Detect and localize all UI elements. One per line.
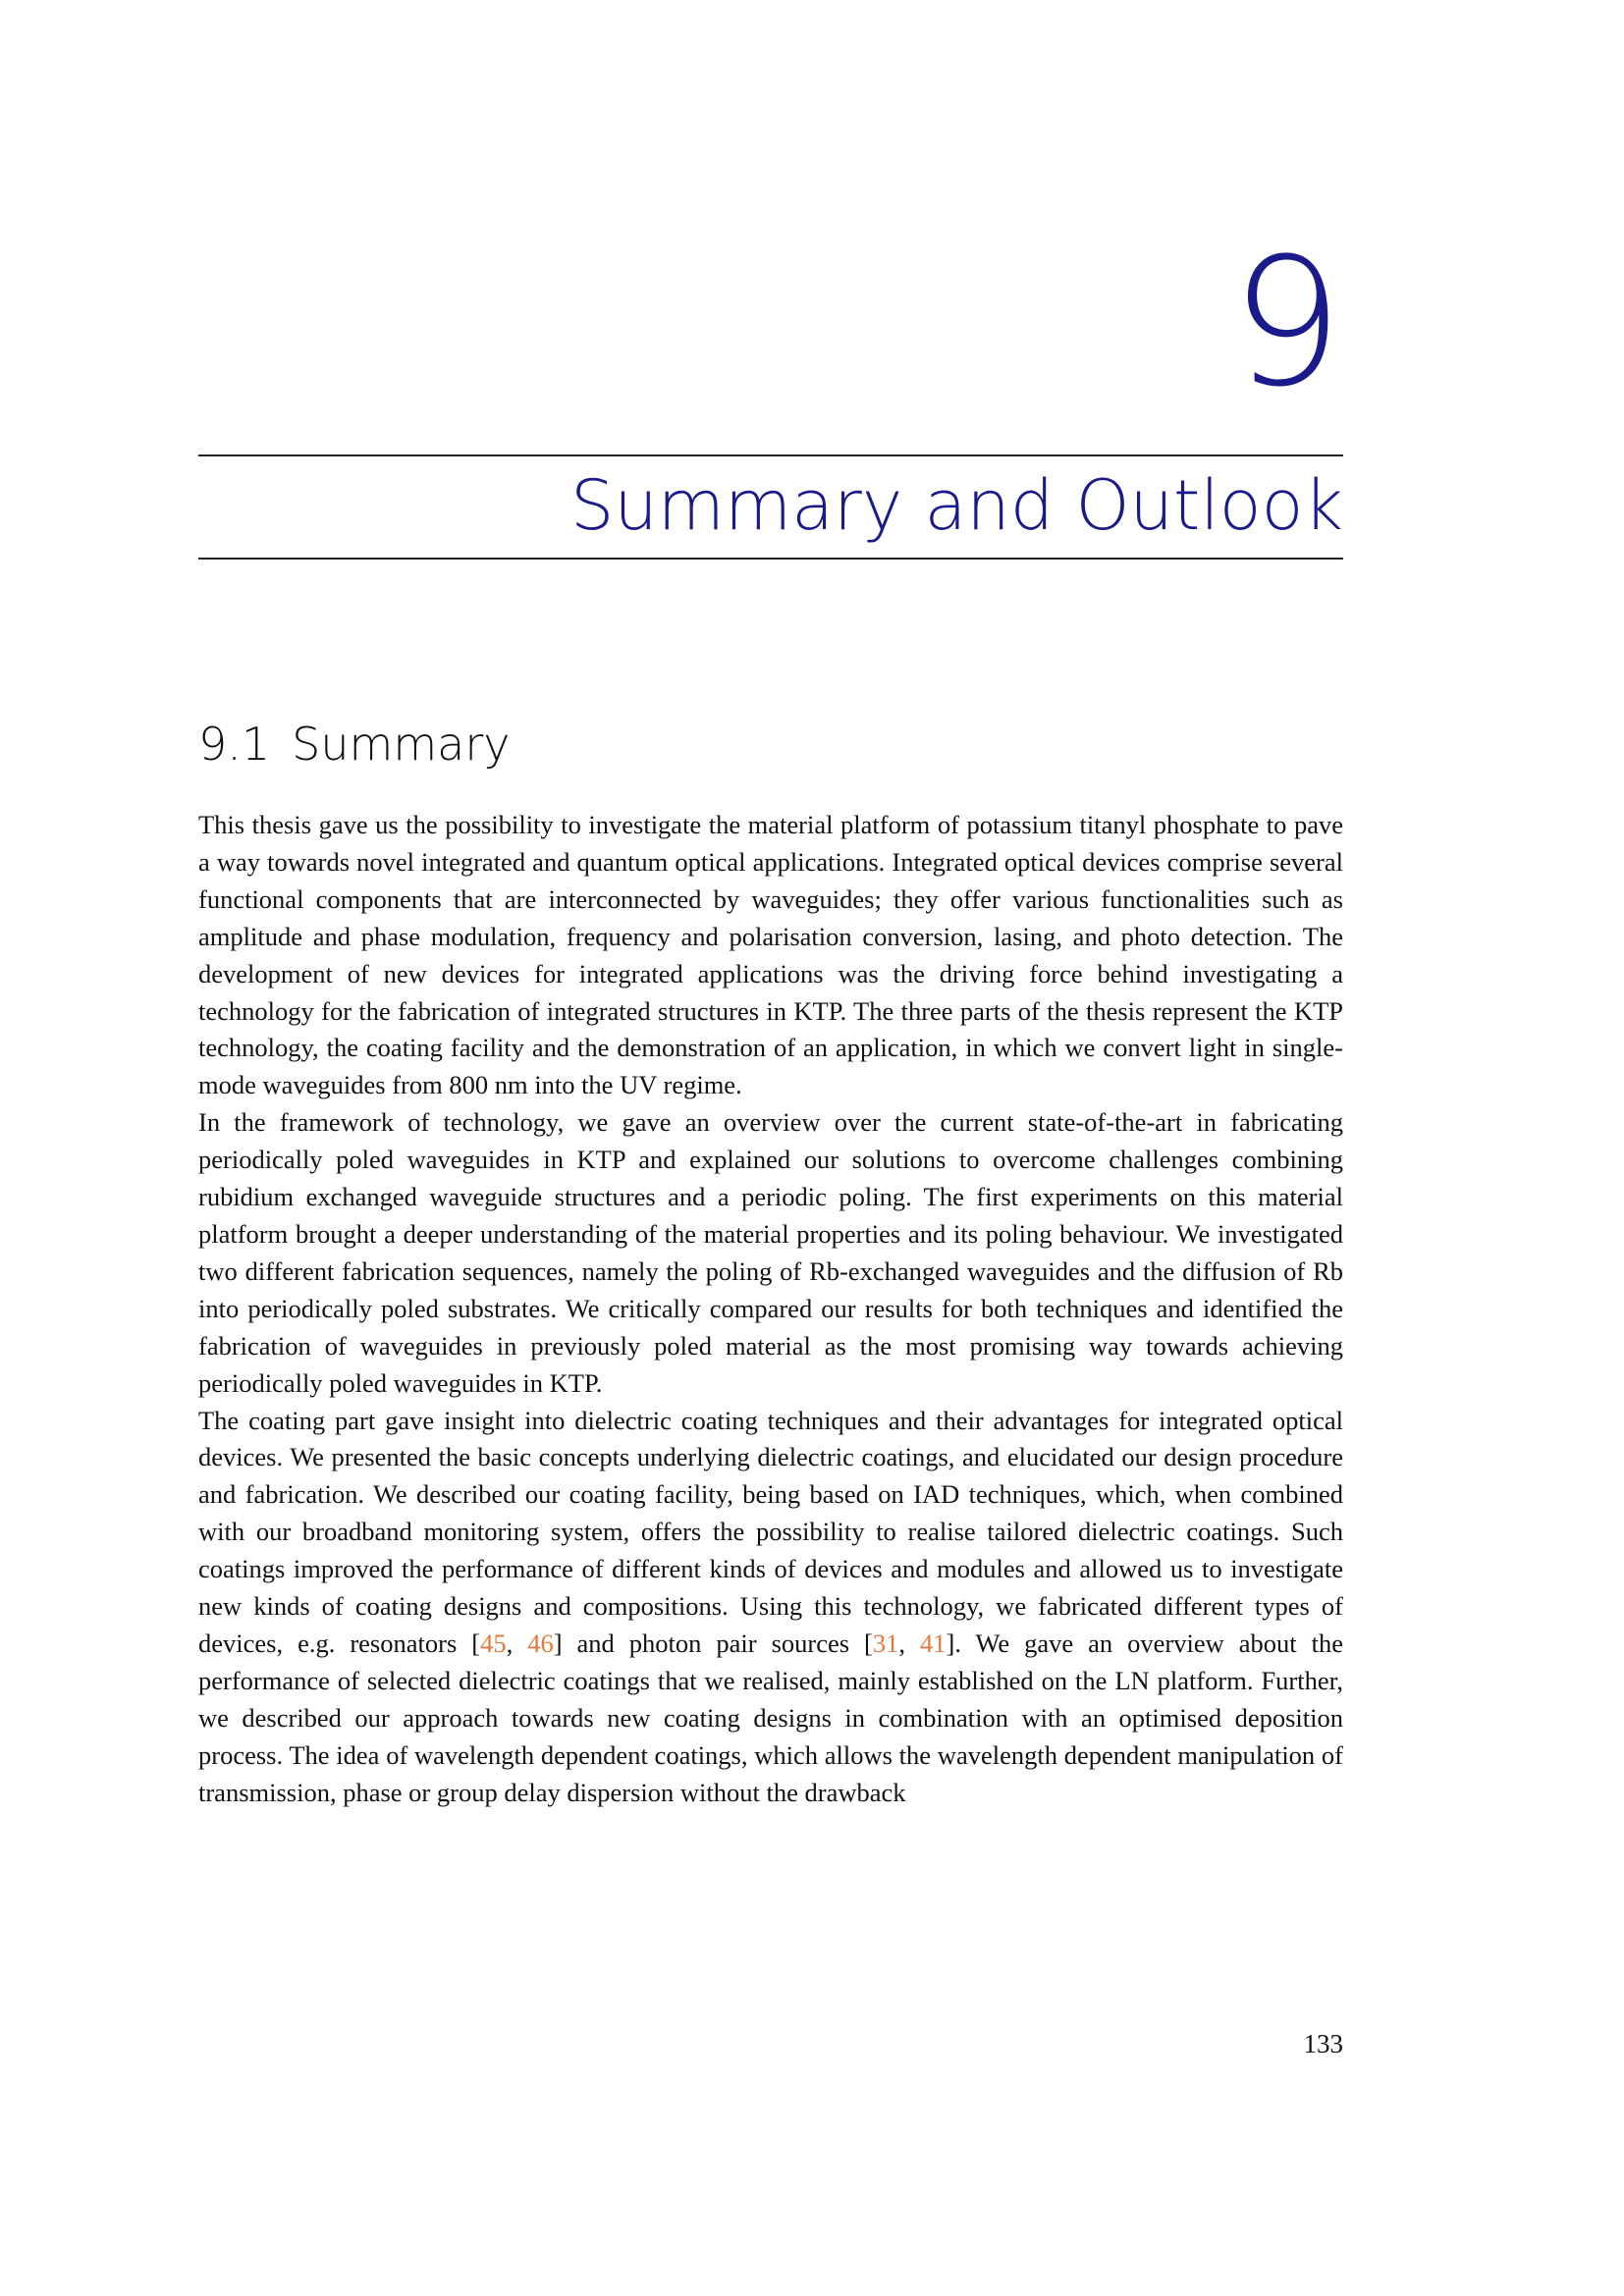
- body-text: [198, 807, 1343, 1811]
- chapter-rule-top: [198, 454, 1343, 456]
- chapter-number: 9: [1230, 221, 1343, 426]
- page-number: 133: [1303, 2029, 1343, 2058]
- citation-link[interactable]: 31: [872, 1628, 899, 1658]
- citation-link[interactable]: 45: [480, 1628, 507, 1658]
- paragraph-coating-text: ] and photon pair sources [: [553, 1628, 873, 1658]
- paragraph-technology: In the framework of technology, we gave an overview over the current state-of-the-art in fabricating periodically poled waveguides in KTP and explained our solutions to overcome challenges combining rubidium exchanged waveguide structures and a periodic poling. The first experiments on this material platform brought a deeper understanding of the material properties and its poling behaviour. We investigated two different fabrication sequences, namely the poling of Rb-exchanged waveguides and the diffusion of Rb into periodically poled substrates. We critically compared our results for both techniques and identified the fabrication of waveguides in previously poled material as the most promising way towards achieving periodically poled waveguides in KTP.: [198, 1107, 1343, 1398]
- section-title: Summary: [292, 718, 511, 771]
- paragraph-coating-text: The coating part gave insight into dielectric coating techniques and their advantages for integrated optical devices. We presented the basic concepts underlying dielectric coatings, and elucidated our design procedure and fabrication. We described our coating facility, being based on IAD techniques, which, when combined with our broadband monitoring system, offers the possibility to realise tailored dielectric coatings. Such coatings improved the performance of different kinds of devices and modules and allowed us to investigate new kinds of coating designs and compositions. Using this technology, we fabricated different types of devices, e.g. resonators [: [198, 1405, 1343, 1658]
- paragraph-coating-text: ]. We gave an overview about the performance of selected dielectric coatings that we realised, mainly established on the LN platform. Further, we described our approach towards new coating designs in combination with an optimised deposition process. The idea of wavelength dependent coatings, which allows the wavelength dependent manipulation of transmission, phase or group delay dispersion without the drawback: [198, 1628, 1343, 1807]
- citation-link[interactable]: 41: [920, 1628, 947, 1658]
- chapter-title: Summary and Outlook: [569, 465, 1343, 546]
- citation-link[interactable]: 46: [527, 1628, 554, 1658]
- paragraph-coating: [198, 1403, 1343, 1812]
- paragraph-intro: This thesis gave us the possibility to investigate the material platform of potassium titanyl phosphate to pave a way towards novel integrated and quantum optical applications. Integrated optical devices comprise several functional components that are interconnected by waveguides; they offer various functionalities such as amplitude and phase modulation, frequency and polarisation conversion, lasing, and photo detection. The development of new devices for integrated applications was the driving force behind investigating a technology for the fabrication of integrated structures in KTP. The three parts of the thesis represent the KTP technology, the coating facility and the demonstration of an application, in which we convert light in single-mode waveguides from 800 nm into the UV regime.: [198, 810, 1343, 1100]
- citation-separator: ,: [506, 1628, 528, 1658]
- citation-separator: ,: [898, 1628, 921, 1658]
- section-number: 9.1: [198, 718, 271, 771]
- section-heading: [198, 715, 510, 774]
- chapter-rule-bottom: [198, 558, 1343, 560]
